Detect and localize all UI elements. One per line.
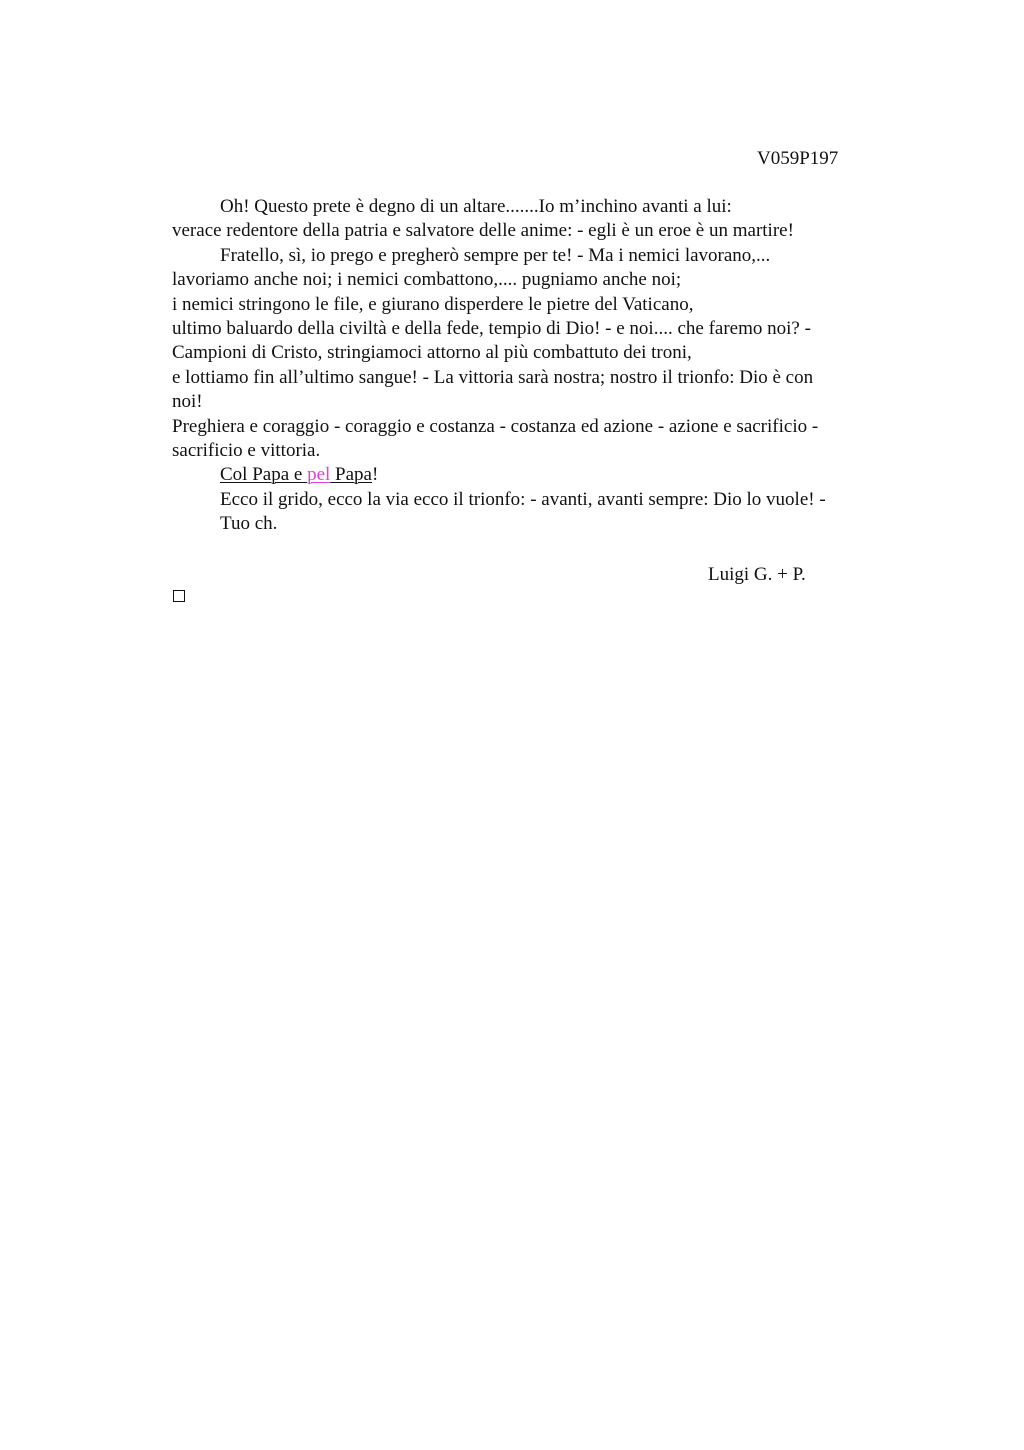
closing-line: Ecco il grido, ecco la via ecco il trionfo: - avanti, avanti sempre: Dio lo vuole! -: [220, 488, 826, 510]
page-id: V059P197: [757, 148, 839, 169]
text-line: lavoriamo anche noi; i nemici combattono,.... pugniamo anche noi;: [172, 269, 682, 291]
motto-punctuation: !: [371, 464, 379, 486]
text-line: Preghiera e coraggio - coraggio e costanza - costanza ed azione - azione e sacrificio -: [172, 415, 819, 437]
text-line: e lottiamo fin all’ultimo sangue! - La vittoria sarà nostra; nostro il trionfo: Dio è con: [172, 366, 814, 388]
text-line: sacrificio e vittoria.: [172, 439, 321, 461]
motto-part: Papa: [330, 464, 372, 486]
text-line: i nemici stringono le file, e giurano disperdere le pietre del Vaticano,: [172, 293, 694, 315]
motto-highlight: pel: [307, 464, 331, 486]
signature: Luigi G. + P.: [708, 564, 806, 585]
letter-body: [172, 195, 892, 536]
text-line: Campioni di Cristo, stringiamoci attorno al più combattuto dei troni,: [172, 342, 692, 364]
text-line: verace redentore della patria e salvatore delle anime: - egli è un eroe è un martire!: [172, 220, 794, 242]
closing-line: Tuo ch.: [220, 513, 278, 535]
motto-part: Col Papa e: [220, 464, 308, 486]
text-line: ultimo baluardo della civiltà e della fede, tempio di Dio! - e noi.... che faremo noi? -: [172, 317, 811, 339]
checkbox-mark: [173, 590, 185, 602]
text-line: noi!: [172, 391, 203, 413]
text-line: Oh! Questo prete è degno di un altare.......Io m’inchino avanti a lui:: [220, 196, 732, 217]
text-line: Fratello, sì, io prego e pregherò sempre per te! - Ma i nemici lavorano,...: [220, 244, 771, 266]
motto-line: [172, 463, 892, 487]
